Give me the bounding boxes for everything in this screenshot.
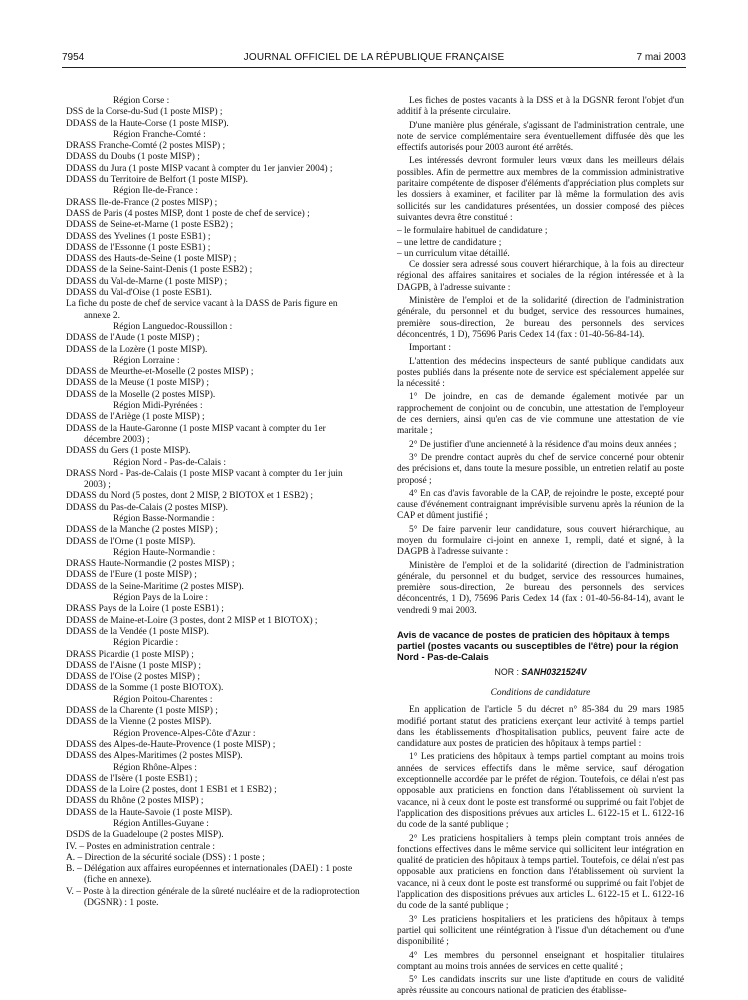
post-line: DDASS de l'Aisne (1 poste MISP) ; bbox=[66, 660, 202, 671]
post-line: DDASS de la Lozère (1 poste MISP). bbox=[66, 344, 208, 355]
paragraph: Ministère de l'emploi et de la solidarité (direction de l'administration générale, du personnel et du budget, service des ressources humaines, première sous-direction, 2e bureau des personnels des services déconcentrés, 1 D), 75696 Paris Cedex 14 (fax : 01-40-56-84-14). bbox=[397, 296, 684, 340]
post-line: DDASS de la Somme (1 poste BIOTOX). bbox=[66, 683, 224, 694]
post-line: DRASS Haute-Normandie (2 postes MISP) ; bbox=[66, 559, 235, 570]
region-heading: Région Lorraine : bbox=[113, 355, 180, 366]
post-line: DRASS Franche-Comté (2 postes MISP) ; bbox=[66, 141, 226, 152]
paragraph: 5° Les candidats inscrits sur une liste d'aptitude en cours de validité après réussite au concours national de praticien des établisse- bbox=[397, 975, 684, 997]
region-heading: Région Languedoc-Roussillon : bbox=[113, 321, 233, 332]
paragraph: 4° Les membres du personnel enseignant et hospitalier titulaires comptant au moins trois années de services en cette qualité ; bbox=[397, 950, 684, 972]
paragraph: En application de l'article 5 du décret n° 85-384 du 29 mars 1985 modifié portant statut des praticiens exerçant leur activité à temps partiel dans les établissements d'hospitalisation publics, peuvent faire acte de candidature aux postes de praticien des hôpitaux à temps partiel : bbox=[397, 705, 684, 750]
list-item: – un curriculum vitae détaillé. bbox=[397, 248, 510, 259]
list-item: – une lettre de candidature ; bbox=[397, 237, 502, 248]
region-heading: Région Franche-Comté : bbox=[113, 129, 206, 140]
post-line: DDASS des Alpes-de-Haute-Provence (1 poste MISP) ; bbox=[66, 739, 276, 750]
nor-label: NOR : bbox=[494, 666, 519, 677]
post-line: DDASS du Rhône (2 postes MISP) ; bbox=[66, 796, 204, 807]
post-line: DRASS Pays de la Loire (1 poste ESB1) ; bbox=[66, 604, 224, 615]
paragraph: 1° Les praticiens des hôpitaux à temps partiel comptant au moins trois années de services effectifs dans le même service, sauf dérogation exceptionnelle accordée par le préfet de région. Toutefois, ce délai n'est pas opposable aux praticiens en fonction dans l'établissement où survient la vacance, ni à ceux dont le poste est transformé ou supprimé ou fait l'objet de l'application des dispositions prévues aux articles L. 6122-15 et L. 6122-16 du code de la santé publique ; bbox=[397, 752, 684, 831]
nor-value: SANH0321524V bbox=[521, 666, 587, 677]
paragraph: 1° De joindre, en cas de demande également motivée par un rapprochement de conjoint ou de concubin, une attestation de l'employeur de ces derniers, ainsi qu'en cas de vie commune une attestation de vie maritale ; bbox=[397, 392, 684, 437]
nor-reference bbox=[397, 667, 684, 678]
post-line: DDASS de l'Isère (1 poste ESB1) ; bbox=[66, 773, 198, 784]
post-line: DDASS du Gers (1 poste MISP). bbox=[66, 446, 191, 457]
right-top-paragraphs bbox=[397, 96, 684, 224]
region-heading: Région Provence-Alpes-Côte d'Azur : bbox=[113, 728, 256, 739]
right-column bbox=[397, 96, 684, 1000]
paragraph: D'une manière plus générale, s'agissant de l'administration centrale, une note de service complémentaire sera éventuellement diffusée dès que les effectifs autorisés pour 2003 auront été arrêtés. bbox=[397, 120, 684, 154]
paragraph: 4° En cas d'avis favorable de la CAP, de rejoindre le poste, excepté pour cause d'événement contraignant imprévisible survenu après la réunion de la CAP et dûment justifié ; bbox=[397, 488, 684, 522]
post-line: DDASS du Val-d'Oise (1 poste ESB1). bbox=[66, 288, 212, 299]
paragraph: Les fiches de postes vacants à la DSS et à la DGSNR feront l'objet d'un additif à la présente circulaire. bbox=[397, 96, 684, 118]
post-line: B. – Délégation aux affaires européennes et internationales (DAEI) : 1 poste (fiche en annexe). bbox=[66, 864, 353, 886]
post-line: DDASS des Hauts-de-Seine (1 poste MISP) ; bbox=[66, 254, 237, 265]
post-line: DDASS de l'Essonne (1 poste ESB1) ; bbox=[66, 242, 211, 253]
post-line: DASS de Paris (4 postes MISP, dont 1 poste de chef de service) ; bbox=[66, 208, 310, 219]
post-line: IV. – Postes en administration centrale : bbox=[66, 841, 216, 852]
post-line: DDASS de Meurthe-et-Moselle (2 postes MISP) ; bbox=[66, 367, 254, 378]
post-line: DDASS de la Loire (2 postes, dont 1 ESB1 et 1 ESB2) ; bbox=[66, 785, 277, 796]
post-line: DDASS de la Vendée (1 poste MISP). bbox=[66, 626, 209, 637]
paragraph: 5° De faire parvenir leur candidature, sous couvert hiérarchique, au moyen du formulaire ci-joint en annexe 1, rempli, daté et signé, à la DAGPB à l'adresse suivante : bbox=[397, 524, 684, 558]
post-line: DDASS du Jura (1 poste MISP vacant à compter du 1er janvier 2004) ; bbox=[66, 163, 333, 174]
journal-title: JOURNAL OFFICIEL DE LA RÉPUBLIQUE FRANÇAISE bbox=[243, 52, 505, 63]
paragraph: Les intéressés devront formuler leurs vœux dans les meilleurs délais possibles. Afin de permettre aux membres de la commission administrative paritaire compétente de disposer d'éléments d'appréciation plus complets sur les dossiers à examiner, et faciliter par là même la formulation des avis sollicités sur les candidatures présentées, un dossier composé des pièces suivantes devra être constitué : bbox=[397, 156, 684, 223]
conditions-title: Conditions de candidature bbox=[490, 687, 591, 698]
list-item: – le formulaire habituel de candidature ; bbox=[397, 226, 548, 237]
post-line: DRASS Nord - Pas-de-Calais (1 poste MISP vacant à compter du 1er juin 2003) ; bbox=[66, 468, 343, 491]
region-heading: Région Poitou-Charentes : bbox=[113, 694, 213, 705]
post-line: DDASS de Maine-et-Loire (3 postes, dont 2 MISP et 1 BIOTOX) ; bbox=[66, 615, 318, 626]
post-line: DDASS de la Moselle (2 postes MISP). bbox=[66, 389, 216, 400]
paragraph: L'attention des médecins inspecteurs de santé publique candidats aux postes publiés dans la présente note de service est spécialement appelée sur la nécessité : bbox=[397, 356, 684, 390]
paragraph: Important : bbox=[409, 343, 451, 354]
post-line: DDASS du Pas-de-Calais (2 postes MISP). bbox=[66, 502, 228, 513]
post-line: DDASS de la Seine-Maritime (2 postes MISP). bbox=[66, 581, 244, 592]
post-line: DDASS du Val-de-Marne (1 poste MISP) ; bbox=[66, 276, 228, 287]
paragraph: Ministère de l'emploi et de la solidarité (direction de l'administration générale, du personnel et du budget, service des ressources humaines, première sous-direction, 2e bureau des personnels des services déconcentrés, 1 D), 75696 Paris Cedex 14 (fax : 01-40-56-84-14), avant le vendredi 9 mai 2003. bbox=[397, 560, 684, 616]
post-line: DDASS du Territoire de Belfort (1 poste MISP). bbox=[66, 175, 248, 186]
paragraph: 3° De prendre contact auprès du chef de service concerné pour obtenir des précisions et, dans toute la mesure possible, un entretien relatif au poste proposé ; bbox=[397, 452, 684, 486]
post-line: DDASS de la Charente (1 poste MISP) ; bbox=[66, 706, 218, 717]
region-heading: Région Nord - Pas-de-Calais : bbox=[113, 457, 226, 468]
region-heading: Région Corse : bbox=[113, 96, 170, 106]
post-line: DDASS de l'Oise (2 postes MISP) ; bbox=[66, 672, 200, 683]
page-header bbox=[62, 52, 686, 68]
post-line: DDASS de la Meuse (1 poste MISP) ; bbox=[66, 378, 209, 389]
paragraph: 3° Les praticiens hospitaliers et les praticiens des hôpitaux à temps partiel qui sollicitent une réintégration à l'issue d'un détachement ou d'une disponibilité ; bbox=[397, 914, 684, 948]
post-line: DDASS de l'Orne (1 poste MISP). bbox=[66, 536, 196, 547]
region-heading: Région Antilles-Guyane : bbox=[113, 819, 209, 829]
region-heading: Région Midi-Pyrénées : bbox=[113, 401, 203, 412]
post-line: DDASS de l'Eure (1 poste MISP) ; bbox=[66, 570, 197, 581]
region-heading: Région Ile-de-France : bbox=[113, 186, 198, 197]
post-line: DSS de la Corse-du-Sud (1 poste MISP) ; bbox=[66, 107, 223, 118]
post-line: DDASS de la Haute-Corse (1 poste MISP). bbox=[66, 118, 229, 129]
right-mid-paragraphs bbox=[397, 260, 684, 617]
region-heading: Région Rhône-Alpes : bbox=[113, 762, 197, 773]
post-line: DDASS de la Manche (2 postes MISP) ; bbox=[66, 525, 218, 536]
paragraph: 2° De justifier d'une ancienneté à la résidence d'au moins deux années ; bbox=[409, 439, 677, 450]
post-line: DDASS de l'Aude (1 poste MISP) ; bbox=[66, 333, 200, 344]
header-rule bbox=[62, 67, 686, 68]
post-line: DDASS de l'Ariège (1 poste MISP) ; bbox=[66, 412, 205, 423]
publication-date: 7 mai 2003 bbox=[636, 52, 686, 63]
post-line: DDASS de la Seine-Saint-Denis (1 poste ESB2) ; bbox=[66, 265, 253, 276]
region-heading: Région Picardie : bbox=[113, 638, 179, 649]
avis-title: Avis de vacance de postes de praticien des hôpitaux à temps partiel (postes vacants ou susceptibles de l'être) pour la région Nord - Pas-de-Calais bbox=[397, 629, 679, 663]
paragraph: Ce dossier sera adressé sous couvert hiérarchique, à la fois au directeur régional des affaires sanitaires et sociales de la région intéressée et à la DAGPB, à l'adresse suivante : bbox=[397, 260, 684, 293]
right-bottom-paragraphs bbox=[397, 705, 684, 997]
region-heading: Région Basse-Normandie : bbox=[113, 513, 215, 524]
post-line: DRASS Picardie (1 poste MISP) ; bbox=[66, 649, 194, 660]
region-heading: Région Pays de la Loire : bbox=[113, 593, 209, 604]
post-line: La fiche du poste de chef de service vacant à la DASS de Paris figure en annexe 2. bbox=[66, 299, 338, 321]
post-line: DDASS de la Haute-Garonne (1 poste MISP vacant à compter du 1er décembre 2003) ; bbox=[66, 423, 326, 445]
post-line: DDASS du Nord (5 postes, dont 2 MISP, 2 BIOTOX et 1 ESB2) ; bbox=[66, 491, 313, 502]
document-list bbox=[397, 226, 684, 260]
post-line: DDASS des Yvelines (1 poste ESB1) ; bbox=[66, 231, 211, 242]
post-line: DRASS Ile-de-France (2 postes MISP) ; bbox=[66, 197, 218, 208]
post-line: DDASS des Alpes-Maritimes (2 postes MISP). bbox=[66, 751, 243, 762]
region-heading: Région Haute-Normandie : bbox=[113, 547, 216, 558]
left-column bbox=[66, 96, 364, 909]
post-line: DDASS de Seine-et-Marne (1 poste ESB2) ; bbox=[66, 220, 234, 231]
post-line: DDASS du Doubs (1 poste MISP) ; bbox=[66, 152, 200, 163]
post-line: V. – Poste à la direction générale de la sûreté nucléaire et de la radioprotection (DGSNR) : 1 poste. bbox=[66, 886, 360, 909]
paragraph: 2° Les praticiens hospitaliers à temps plein comptant trois années de fonctions effectives dans le même service qui sollicitent leur intégration en qualité de praticien des hôpitaux à temps partiel. Toutefois, ce délai n'est pas opposable aux praticiens en fonction dans l'établissement où survient la vacance, ni à ceux dont le poste est transformé ou supprimé ou fait l'objet de l'application des dispositions prévues aux articles L. 6122-15 et L. 6122-16 du code de la santé publique ; bbox=[397, 833, 684, 912]
post-line: DDASS de la Haute-Savoie (1 poste MISP). bbox=[66, 807, 233, 818]
post-line: A. – Direction de la sécurité sociale (DSS) : 1 poste ; bbox=[66, 852, 265, 863]
post-line: DDASS de la Vienne (2 postes MISP). bbox=[66, 717, 212, 728]
post-line: DSDS de la Guadeloupe (2 postes MISP). bbox=[66, 830, 224, 841]
page-number: 7954 bbox=[62, 52, 85, 63]
